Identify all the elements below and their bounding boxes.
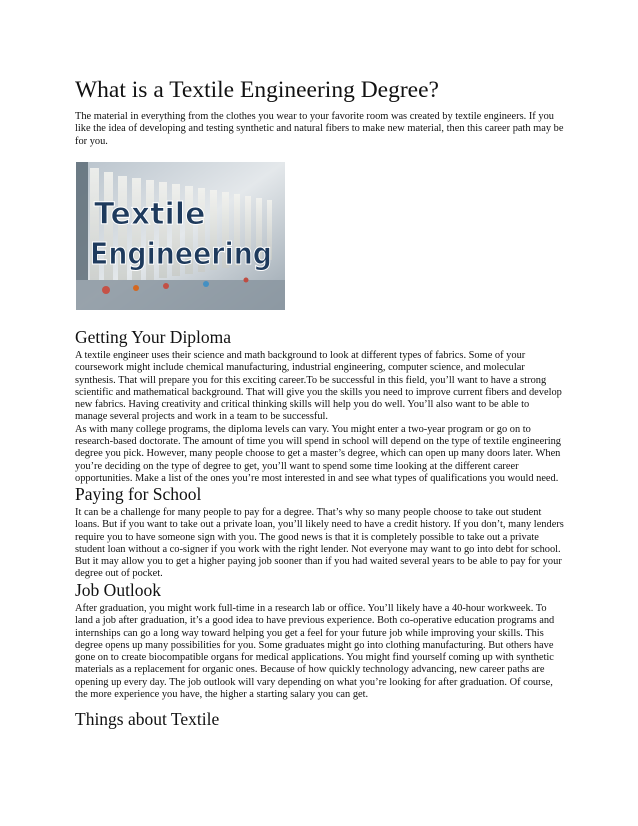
section-body-getting-your-diploma [75,350,564,485]
paragraph: After graduation, you might work full-time in a research lab or office. You’ll likely have a 40-hour workweek. To land a job after graduation, it’s a good idea to have previous experience. Both co-operative education programs and internships can go a long way toward helping you get a feel for your future job while improving your skills. This degree opens up many possibilities for you. Some graduates might go into clothing manufacturing. But others have gone on to create biocompatible organs for medical applications. You might find yourself coming up with synthetic materials as a replacement for organic ones. Because of how quickly technology advancing, new career paths are opening up every day. The job outlook will vary depending on what you’re looking for after graduation. Of course, the more experience you have, the higher a starting salary you can get. [75,603,555,701]
section-heading-things-about-textile: Things about Textile [75,709,220,729]
section-body-job-outlook [75,603,564,701]
page-title: What is a Textile Engineering Degree? [75,77,439,103]
section-heading-job-outlook: Job Outlook [75,580,162,600]
paragraph: It can be a challenge for many people to pay for a degree. That’s why so many people choose to take out student loans. But if you want to take out a private loan, you’ll likely need to have a credit history. If you don’t, many lenders require you to have someone sign with you. The good news is that it is completely possible to take out a private student loan without a co-signer if you work with the right lender. Not everyone may want to go into debt for school. But it may allow you to get a higher paying job sooner than if you had waited several years to be able to pay for your degree out of pocket. [75,507,564,580]
section-heading-paying-for-school: Paying for School [75,484,202,504]
paragraph: A textile engineer uses their science and math background to look at different types of fabrics. Some of your coursework might include chemical manufacturing, industrial engineering, computer science, and molecular synthesis. That will prepare you for this exciting career.To be successful in this field, you’ll want to have a strong scientific and mathematical background. That will give you the skills you need to improve current fibers and develop new fabrics. Having creativity and critical thinking skills will help you do well. You’ll also want to be able to manage several projects and work in a team to be successful. [75,350,562,423]
intro-paragraph [75,111,564,148]
textile-engineering-image [76,162,285,310]
paragraph: As with many college programs, the diploma levels can vary. You might enter a two-year program or go on to research-based doctorate. The amount of time you will spend in school will depend on the type of textile engineering degree you pick. However, many people choose to get a master’s degree, which can open up many doors later. When you’re deciding on the type of degree to get, you’ll want to spend some time looking at the different career opportunities. Make a list of the ones you’re most interested in and see what types of qualifications you would need. [75,423,562,484]
textile-machinery-illustration [76,162,285,310]
image-overlay-line1: Textile [94,197,206,232]
image-overlay-line2: Engineering [90,237,272,272]
section-body-paying-for-school [75,507,564,581]
intro-text: The material in everything from the clothes you wear to your favorite room was created by textile engineers. If you like the idea of developing and testing synthetic and natural fibers to make new material, then this career path may be for you. [75,111,564,147]
section-heading-getting-your-diploma: Getting Your Diploma [75,327,232,347]
